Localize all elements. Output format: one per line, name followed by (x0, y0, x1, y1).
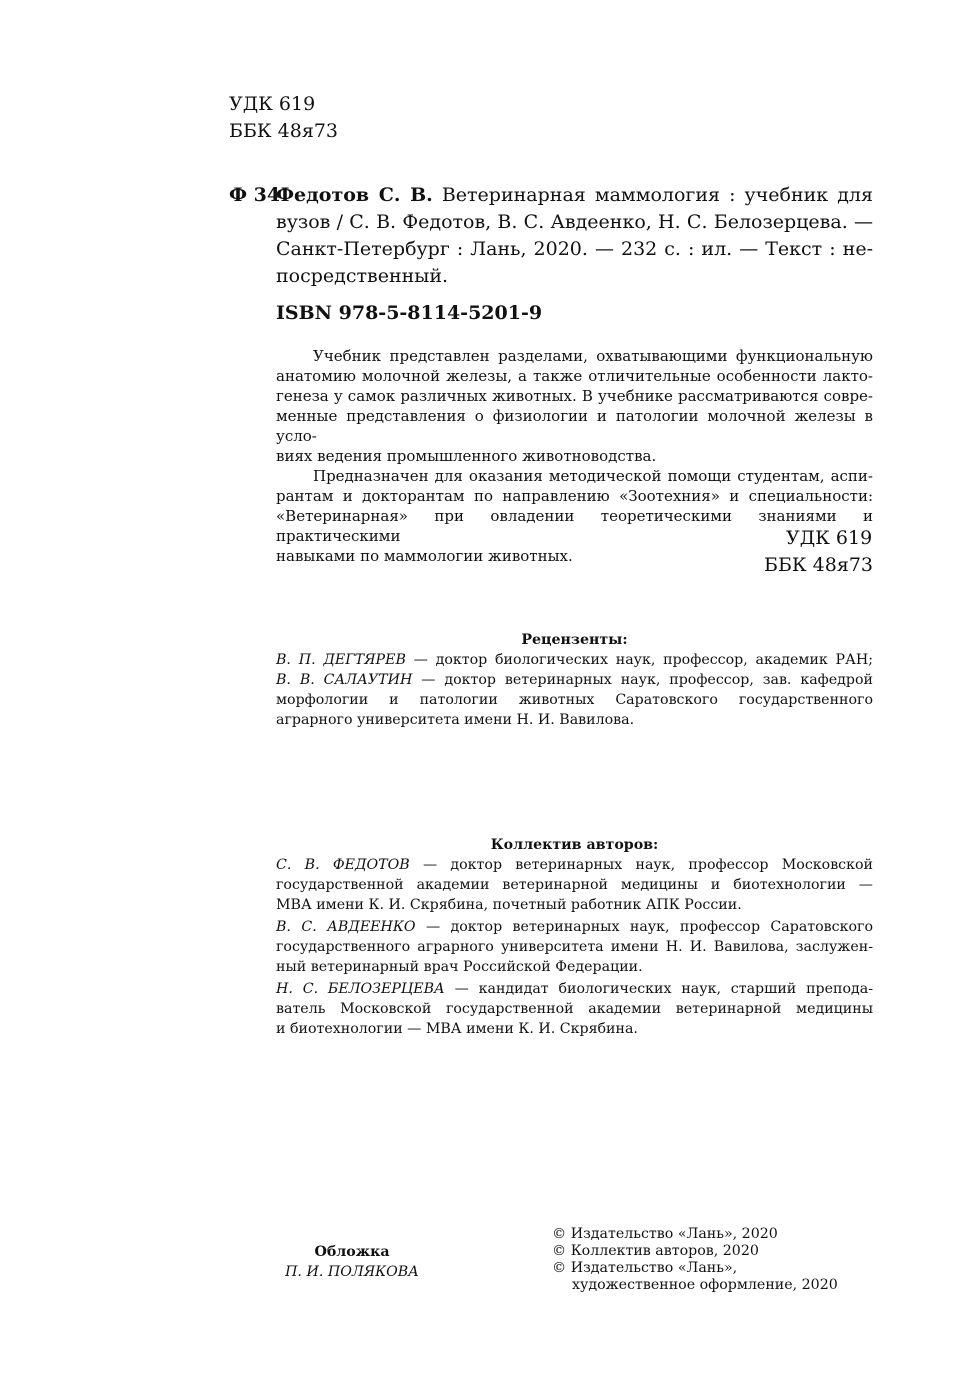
author-2-l2: государственного аграрного университета имени Н. И. Вавилова, заслужен- (276, 939, 873, 955)
catalog-line-1: Федотов С. В. Ветеринарная маммология : учебник для (276, 184, 873, 206)
cover-label: Обложка (314, 1244, 390, 1260)
catalog-line-2: вузов / С. В. Федотов, В. С. Авдеенко, Н. С. Белозерцева. — (276, 211, 873, 233)
cover-credit (262, 1242, 442, 1282)
abstract-p1-l3: генеза у самок различных животных. В учебнике рассматриваются совре- (276, 387, 873, 405)
copyright-authors: © Коллектив авторов, 2020 (552, 1243, 759, 1259)
authors-list (276, 855, 873, 1039)
copyright-block (552, 1226, 838, 1294)
reviewer-2-l1: В. В. САЛАУТИН — доктор ветеринарных наук, профессор, зав. кафедрой (276, 672, 873, 688)
author-2-name: В. С. АВДЕЕНКО (276, 919, 416, 935)
copyright-design-cont: художественное оформление, 2020 (572, 1277, 838, 1293)
abstract-p2-l3: «Ветеринарная» при овладении теоретическими знаниями и практическими (276, 507, 873, 545)
abstract-p1-l4: менные представления о физиологии и патологии молочной железы в усло- (276, 407, 873, 445)
abstract-p1-l1: Учебник представлен разделами, охватывающими функциональную (313, 347, 873, 365)
author-3-name: Н. С. БЕЛОЗЕРЦЕВА (276, 981, 445, 997)
authors-heading: Коллектив авторов: (490, 837, 659, 853)
catalog-index: Ф 34 (229, 184, 281, 206)
author-3-l2: ватель Московской государственной академии ветеринарной медицины (276, 1001, 873, 1017)
author-1-name: С. В. ФЕДОТОВ (276, 857, 410, 873)
reviewer-1: В. П. ДЕГТЯРЕВ — доктор биологических наук, профессор, академик РАН; (276, 652, 873, 668)
reviewer-2-l2: морфологии и патологии животных Саратовского государственного (276, 692, 873, 708)
top-bbk: ББК 48я73 (229, 120, 339, 142)
cover-artist: П. И. ПОЛЯКОВА (285, 1264, 419, 1280)
catalog-author: Федотов С. В. (276, 184, 433, 206)
author-2-l3: ный ветеринарный врач Российской Федерации. (276, 959, 643, 975)
author-1-l1: С. В. ФЕДОТОВ — доктор ветеринарных наук, профессор Московской (276, 857, 873, 873)
catalog-entry (276, 182, 873, 290)
bottom-udk: УДК 619 (785, 527, 873, 549)
reviewers-heading: Рецензенты: (521, 632, 628, 648)
author-1-l2: государственной академии ветеринарной медицины и биотехнологии — (276, 877, 873, 893)
reviewer-1-name: В. П. ДЕГТЯРЕВ (276, 652, 406, 668)
author-3-l3: и биотехнологии — МВА имени К. И. Скрябина. (276, 1021, 638, 1037)
reviewer-2-name: В. В. САЛАУТИН (276, 672, 413, 688)
catalog-line-4: посредственный. (276, 265, 449, 287)
isbn: ISBN 978-5-8114-5201-9 (276, 302, 543, 324)
top-classification-codes (229, 91, 338, 145)
abstract-p2-l4: навыками по маммологии животных. (276, 547, 573, 565)
reviewer-2-l3: аграрного университета имени Н. И. Вавилова. (276, 712, 635, 728)
top-udk: УДК 619 (229, 93, 316, 115)
reviewers-list (276, 650, 873, 730)
abstract-p2-l1: Предназначен для оказания методической помощи студентам, аспи- (313, 467, 873, 485)
bottom-bbk: ББК 48я73 (763, 554, 873, 576)
abstract-p2-l2: рантам и докторантам по направлению «Зоотехния» и специальности: (276, 487, 873, 505)
bottom-classification-codes (764, 525, 873, 579)
abstract-p1-l5: виях ведения промышленного животноводства. (276, 447, 657, 465)
author-3-l1: Н. С. БЕЛОЗЕРЦЕВА — кандидат биологических наук, старший препода- (276, 981, 873, 997)
catalog-line-3: Санкт-Петербург : Лань, 2020. — 232 с. : ил. — Текст : не- (276, 238, 873, 260)
copyright-publisher: © Издательство «Лань», 2020 (552, 1226, 778, 1242)
abstract-p1-l2: анатомию молочной железы, а также отличительные особенности лакто- (276, 367, 873, 385)
author-1-l3: МВА имени К. И. Скрябина, почетный работник АПК России. (276, 897, 742, 913)
author-2-l1: В. С. АВДЕЕНКО — доктор ветеринарных наук, профессор Саратовского (276, 919, 873, 935)
copyright-design: © Издательство «Лань», (552, 1260, 738, 1276)
